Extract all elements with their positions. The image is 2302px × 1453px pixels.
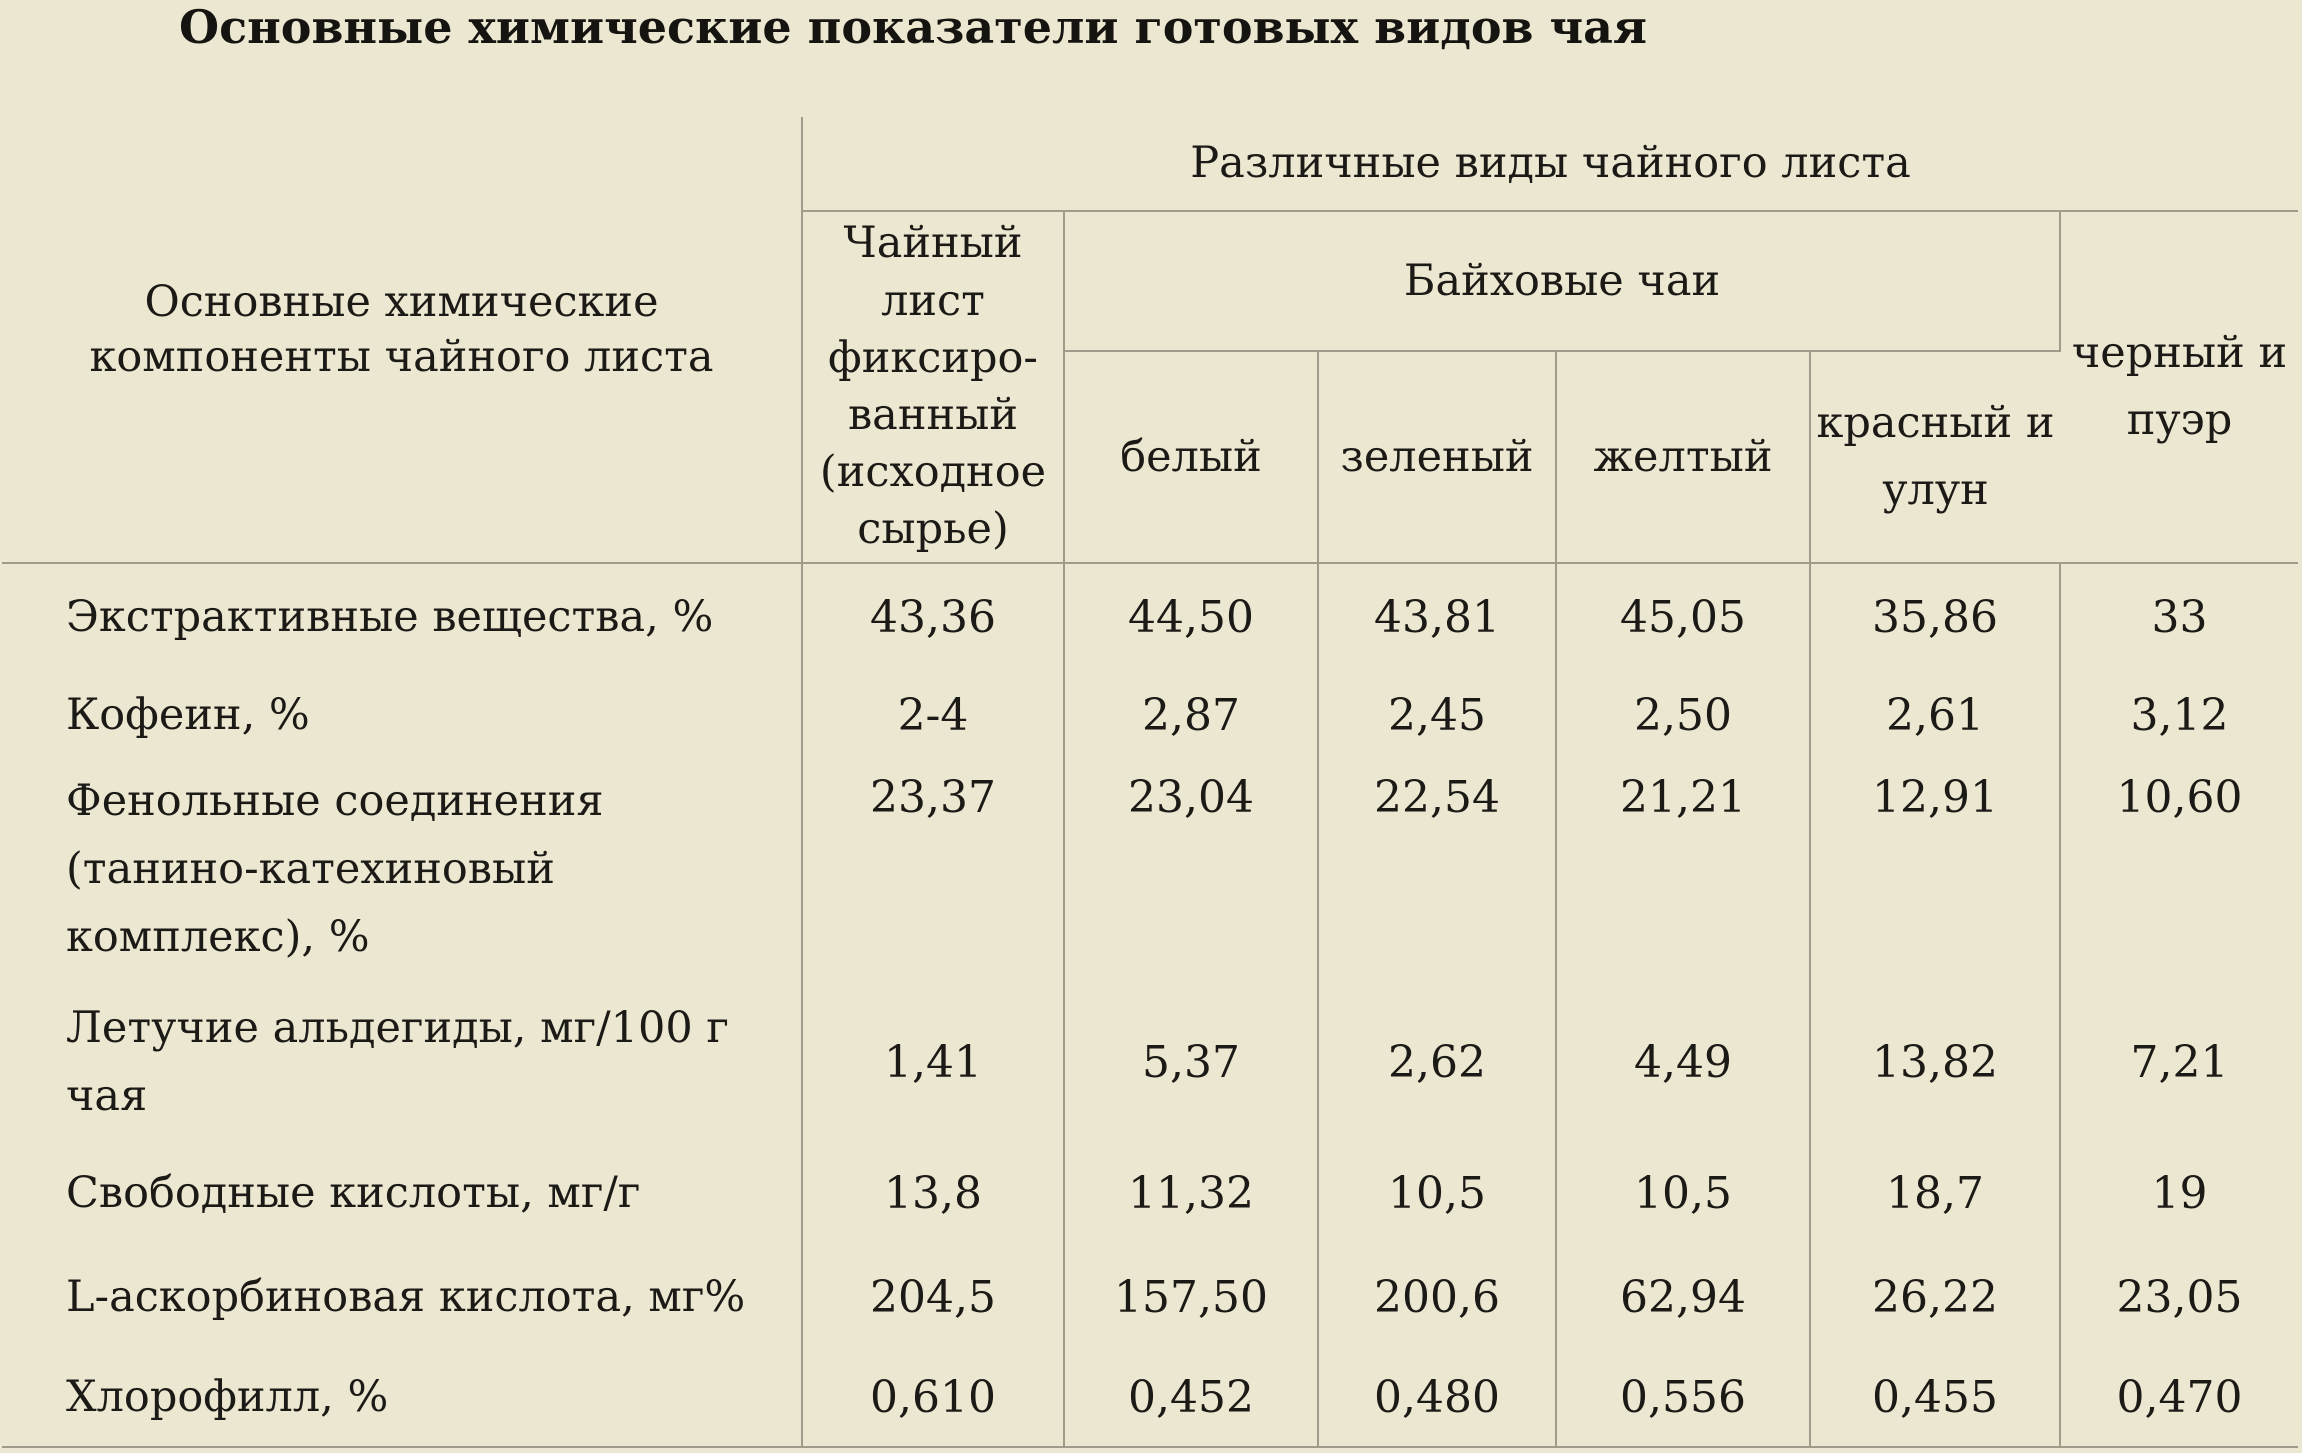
cell-value: 2,62 bbox=[1318, 985, 1556, 1140]
table-body bbox=[2, 563, 2298, 1447]
cell-value: 2,61 bbox=[1810, 672, 2060, 761]
cell-value: 22,54 bbox=[1318, 760, 1556, 985]
row-label: Свободные кислоты, мг/г bbox=[2, 1140, 802, 1247]
row-label: Экстрактивные вещества, % bbox=[2, 563, 802, 672]
table-row bbox=[2, 1140, 2298, 1247]
cell-value: 23,37 bbox=[802, 760, 1064, 985]
cell-value: 204,5 bbox=[802, 1247, 1064, 1350]
header-components: Основные химические компоненты чайного листа bbox=[2, 117, 802, 563]
cell-value: 2,50 bbox=[1556, 672, 1810, 761]
table-header bbox=[2, 117, 2298, 563]
table-row bbox=[2, 1349, 2298, 1447]
table-row bbox=[2, 1247, 2298, 1350]
cell-value: 62,94 bbox=[1556, 1247, 1810, 1350]
cell-value: 0,556 bbox=[1556, 1349, 1810, 1447]
cell-value: 2-4 bbox=[802, 672, 1064, 761]
cell-value: 200,6 bbox=[1318, 1247, 1556, 1350]
cell-value: 13,82 bbox=[1810, 985, 2060, 1140]
cell-value: 45,05 bbox=[1556, 563, 1810, 672]
cell-value: 43,36 bbox=[802, 563, 1064, 672]
table-row bbox=[2, 760, 2298, 985]
cell-value: 33 bbox=[2151, 592, 2208, 644]
cell-value: 44,50 bbox=[1064, 563, 1318, 672]
header-white: белый bbox=[1064, 351, 1318, 563]
header-black-puer: черный и пуэр bbox=[2060, 211, 2298, 563]
cell-value: 13,8 bbox=[802, 1140, 1064, 1247]
table-row bbox=[2, 985, 2298, 1140]
table-row bbox=[2, 672, 2298, 761]
row-label: Летучие альдегиды, мг/100 г чая bbox=[2, 985, 802, 1140]
cell-value: 10,60 bbox=[2116, 772, 2243, 824]
row-label: Хлорофилл, % bbox=[2, 1349, 802, 1447]
cell-value: 11,32 bbox=[1064, 1140, 1318, 1247]
cell-value: 18,7 bbox=[1810, 1140, 2060, 1247]
cell-value: 0,610 bbox=[802, 1349, 1064, 1447]
cell-value: 157,50 bbox=[1064, 1247, 1318, 1350]
header-raw-leaf: Чайный лист фиксиро-ванный (исходное сырье) bbox=[802, 211, 1064, 563]
cell-value: 12,91 bbox=[1810, 760, 2060, 985]
cell-value: 1,41 bbox=[802, 985, 1064, 1140]
page-title: Основные химические показатели готовых видов чая bbox=[179, 0, 1647, 54]
cell-value: 0,452 bbox=[1064, 1349, 1318, 1447]
header-baikhovy: Байховые чаи bbox=[1064, 211, 2060, 351]
cell-value: 2,45 bbox=[1318, 672, 1556, 761]
cell-value: 10,5 bbox=[1318, 1140, 1556, 1247]
row-label: Фенольные соединения (танино-катехиновый комплекс), % bbox=[2, 760, 802, 985]
cell-value: 35,86 bbox=[1810, 563, 2060, 672]
cell-value: 23,05 bbox=[2116, 1272, 2243, 1324]
cell-value: 0,455 bbox=[1810, 1349, 2060, 1447]
cell-value: 7,21 bbox=[2130, 1037, 2229, 1089]
cell-value: 3,12 bbox=[2130, 690, 2229, 742]
cell-value: 5,37 bbox=[1064, 985, 1318, 1140]
cell-value: 2,87 bbox=[1064, 672, 1318, 761]
cell-value: 0,480 bbox=[1318, 1349, 1556, 1447]
cell-value: 26,22 bbox=[1810, 1247, 2060, 1350]
header-tea-types: Различные виды чайного листа bbox=[802, 117, 2298, 211]
header-red-oolong: красный и улун bbox=[1810, 351, 2060, 563]
cell-value: 19 bbox=[2151, 1167, 2208, 1219]
table-row bbox=[2, 563, 2298, 672]
cell-value: 23,04 bbox=[1064, 760, 1318, 985]
row-label: L-аскорбиновая кислота, мг% bbox=[2, 1247, 802, 1350]
cell-value: 21,21 bbox=[1556, 760, 1810, 985]
cell-value: 0,470 bbox=[2060, 1349, 2298, 1447]
header-yellow: желтый bbox=[1556, 351, 1810, 563]
cell-value: 10,5 bbox=[1556, 1140, 1810, 1247]
header-green: зеленый bbox=[1318, 351, 1556, 563]
cell-value: 4,49 bbox=[1556, 985, 1810, 1140]
tea-chemistry-table bbox=[2, 117, 2298, 1448]
row-label: Кофеин, % bbox=[2, 672, 802, 761]
cell-value: 43,81 bbox=[1318, 563, 1556, 672]
